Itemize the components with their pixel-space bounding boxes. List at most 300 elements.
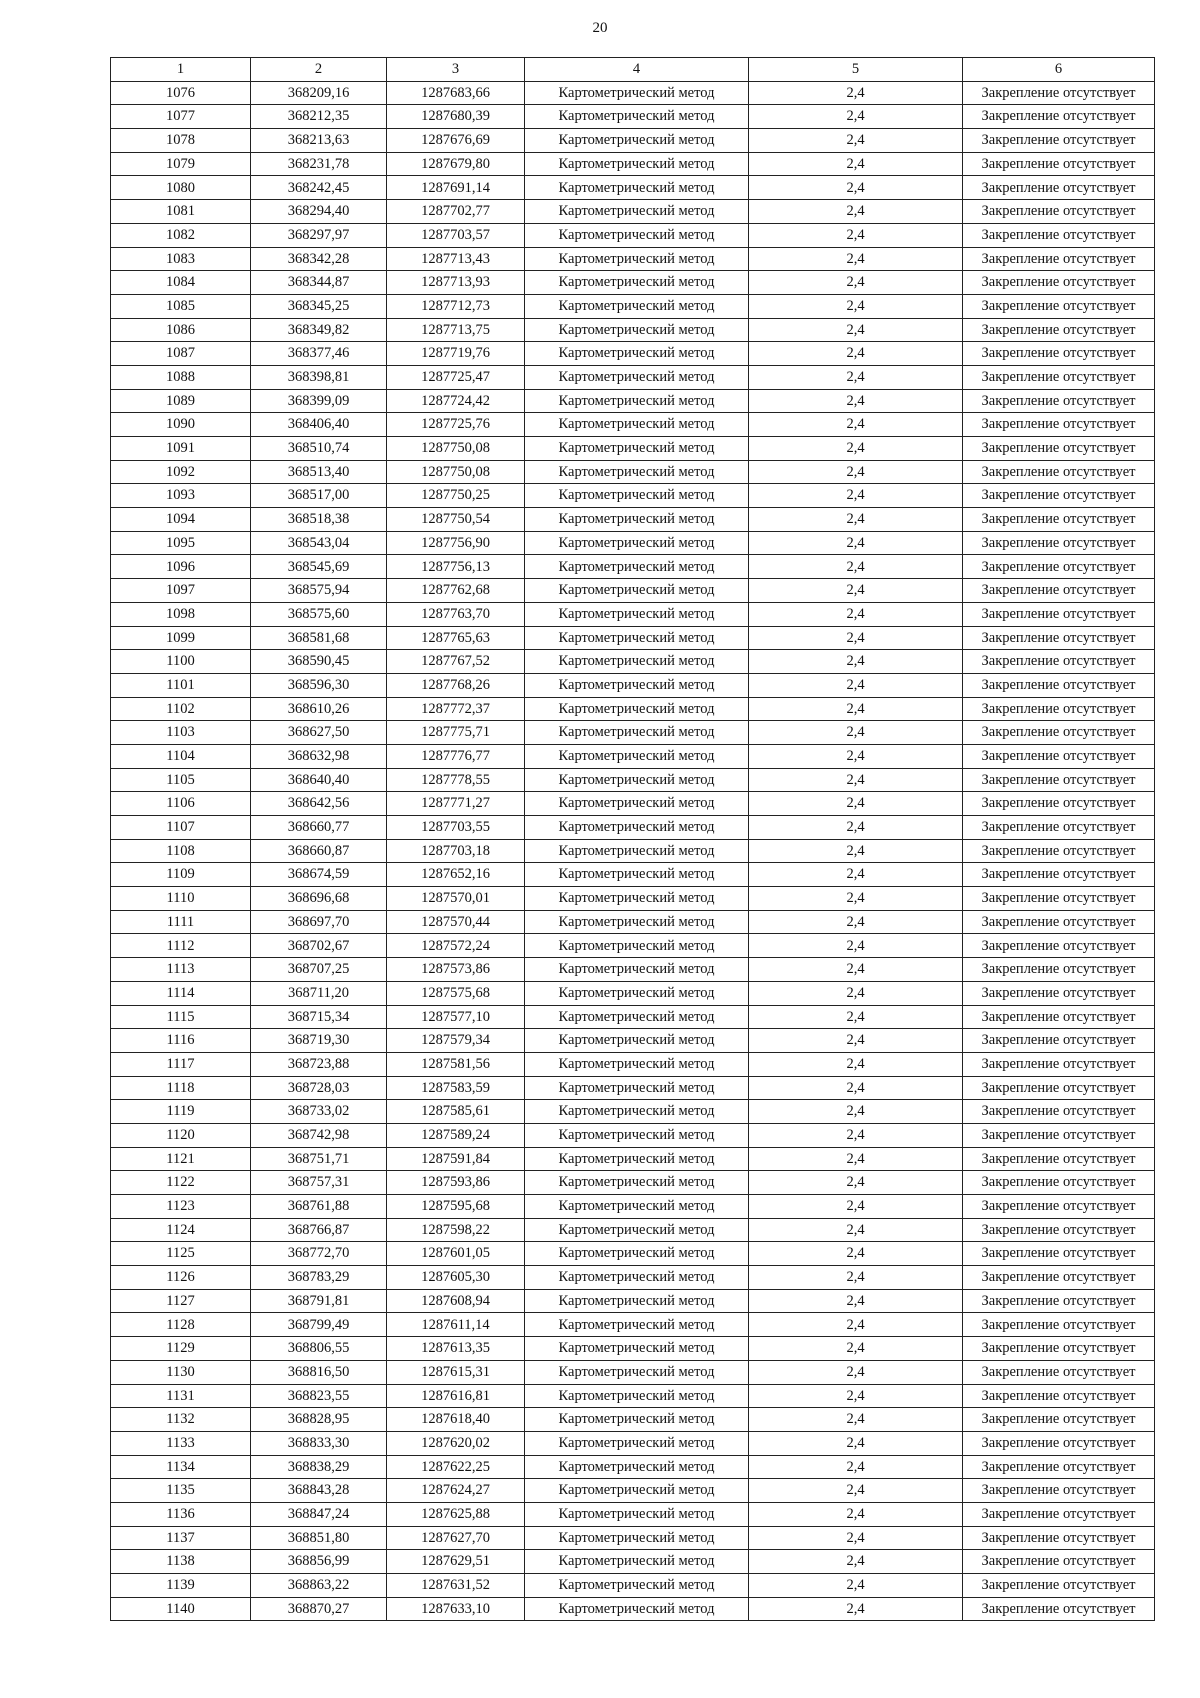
fixation-cell: Закрепление отсутствует	[963, 1431, 1155, 1455]
x-coordinate-cell: 368719,30	[251, 1029, 387, 1053]
point-number-cell: 1138	[111, 1550, 251, 1574]
method-cell: Картометрический метод	[525, 1029, 749, 1053]
method-cell: Картометрический метод	[525, 129, 749, 153]
table-body	[111, 81, 1155, 1621]
x-coordinate-cell: 368697,70	[251, 910, 387, 934]
y-coordinate-cell: 1287595,68	[387, 1195, 525, 1219]
y-coordinate-cell: 1287702,77	[387, 200, 525, 224]
y-coordinate-cell: 1287703,55	[387, 816, 525, 840]
accuracy-cell: 2,4	[749, 1289, 963, 1313]
x-coordinate-cell: 368856,99	[251, 1550, 387, 1574]
fixation-cell: Закрепление отсутствует	[963, 697, 1155, 721]
point-number-cell: 1087	[111, 342, 251, 366]
table-row	[111, 981, 1155, 1005]
fixation-cell: Закрепление отсутствует	[963, 1455, 1155, 1479]
point-number-cell: 1094	[111, 508, 251, 532]
method-cell: Картометрический метод	[525, 531, 749, 555]
table-row	[111, 1100, 1155, 1124]
point-number-cell: 1081	[111, 200, 251, 224]
accuracy-cell: 2,4	[749, 910, 963, 934]
accuracy-cell: 2,4	[749, 247, 963, 271]
y-coordinate-cell: 1287713,93	[387, 271, 525, 295]
accuracy-cell: 2,4	[749, 981, 963, 1005]
method-cell: Картометрический метод	[525, 437, 749, 461]
fixation-cell: Закрепление отсутствует	[963, 839, 1155, 863]
x-coordinate-cell: 368828,95	[251, 1408, 387, 1432]
x-coordinate-cell: 368297,97	[251, 223, 387, 247]
method-cell: Картометрический метод	[525, 721, 749, 745]
accuracy-cell: 2,4	[749, 1266, 963, 1290]
fixation-cell: Закрепление отсутствует	[963, 1502, 1155, 1526]
method-cell: Картометрический метод	[525, 294, 749, 318]
accuracy-cell: 2,4	[749, 413, 963, 437]
point-number-cell: 1137	[111, 1526, 251, 1550]
table-row	[111, 1502, 1155, 1526]
x-coordinate-cell: 368863,22	[251, 1574, 387, 1598]
fixation-cell: Закрепление отсутствует	[963, 1597, 1155, 1621]
table-row	[111, 673, 1155, 697]
x-coordinate-cell: 368742,98	[251, 1123, 387, 1147]
x-coordinate-cell: 368660,77	[251, 816, 387, 840]
point-number-cell: 1079	[111, 152, 251, 176]
y-coordinate-cell: 1287613,35	[387, 1337, 525, 1361]
method-cell: Картометрический метод	[525, 650, 749, 674]
table-row	[111, 1242, 1155, 1266]
y-coordinate-cell: 1287765,63	[387, 626, 525, 650]
point-number-cell: 1133	[111, 1431, 251, 1455]
method-cell: Картометрический метод	[525, 247, 749, 271]
table-row	[111, 1171, 1155, 1195]
table-row	[111, 1526, 1155, 1550]
point-number-cell: 1127	[111, 1289, 251, 1313]
accuracy-cell: 2,4	[749, 1076, 963, 1100]
table-row	[111, 1431, 1155, 1455]
table-row	[111, 342, 1155, 366]
table-row	[111, 247, 1155, 271]
table-row	[111, 484, 1155, 508]
x-coordinate-cell: 368209,16	[251, 81, 387, 105]
table-row	[111, 863, 1155, 887]
y-coordinate-cell: 1287589,24	[387, 1123, 525, 1147]
table-row	[111, 1408, 1155, 1432]
table-row	[111, 721, 1155, 745]
x-coordinate-cell: 368596,30	[251, 673, 387, 697]
x-coordinate-cell: 368728,03	[251, 1076, 387, 1100]
x-coordinate-cell: 368823,55	[251, 1384, 387, 1408]
method-cell: Картометрический метод	[525, 1455, 749, 1479]
method-cell: Картометрический метод	[525, 1100, 749, 1124]
method-cell: Картометрический метод	[525, 318, 749, 342]
accuracy-cell: 2,4	[749, 342, 963, 366]
table-row	[111, 200, 1155, 224]
x-coordinate-cell: 368772,70	[251, 1242, 387, 1266]
accuracy-cell: 2,4	[749, 531, 963, 555]
method-cell: Картометрический метод	[525, 1526, 749, 1550]
method-cell: Картометрический метод	[525, 365, 749, 389]
fixation-cell: Закрепление отсутствует	[963, 1384, 1155, 1408]
fixation-cell: Закрепление отсутствует	[963, 934, 1155, 958]
fixation-cell: Закрепление отсутствует	[963, 271, 1155, 295]
point-number-cell: 1080	[111, 176, 251, 200]
x-coordinate-cell: 368674,59	[251, 863, 387, 887]
x-coordinate-cell: 368518,38	[251, 508, 387, 532]
method-cell: Картометрический метод	[525, 105, 749, 129]
x-coordinate-cell: 368627,50	[251, 721, 387, 745]
method-cell: Картометрический метод	[525, 1218, 749, 1242]
accuracy-cell: 2,4	[749, 1574, 963, 1598]
accuracy-cell: 2,4	[749, 508, 963, 532]
fixation-cell: Закрепление отсутствует	[963, 200, 1155, 224]
fixation-cell: Закрепление отсутствует	[963, 1479, 1155, 1503]
fixation-cell: Закрепление отсутствует	[963, 958, 1155, 982]
x-coordinate-cell: 368761,88	[251, 1195, 387, 1219]
accuracy-cell: 2,4	[749, 1455, 963, 1479]
accuracy-cell: 2,4	[749, 1550, 963, 1574]
point-number-cell: 1114	[111, 981, 251, 1005]
point-number-cell: 1102	[111, 697, 251, 721]
y-coordinate-cell: 1287713,75	[387, 318, 525, 342]
table-row	[111, 768, 1155, 792]
table-row	[111, 792, 1155, 816]
fixation-cell: Закрепление отсутствует	[963, 579, 1155, 603]
accuracy-cell: 2,4	[749, 673, 963, 697]
y-coordinate-cell: 1287633,10	[387, 1597, 525, 1621]
y-coordinate-cell: 1287631,52	[387, 1574, 525, 1598]
method-cell: Картометрический метод	[525, 839, 749, 863]
fixation-cell: Закрепление отсутствует	[963, 176, 1155, 200]
table-row	[111, 1147, 1155, 1171]
table-row	[111, 839, 1155, 863]
fixation-cell: Закрепление отсутствует	[963, 413, 1155, 437]
point-number-cell: 1126	[111, 1266, 251, 1290]
accuracy-cell: 2,4	[749, 697, 963, 721]
point-number-cell: 1095	[111, 531, 251, 555]
point-number-cell: 1116	[111, 1029, 251, 1053]
point-number-cell: 1105	[111, 768, 251, 792]
point-number-cell: 1085	[111, 294, 251, 318]
page-number: 20	[592, 20, 608, 36]
accuracy-cell: 2,4	[749, 887, 963, 911]
y-coordinate-cell: 1287593,86	[387, 1171, 525, 1195]
y-coordinate-cell: 1287570,01	[387, 887, 525, 911]
fixation-cell: Закрепление отсутствует	[963, 1313, 1155, 1337]
point-number-cell: 1088	[111, 365, 251, 389]
accuracy-cell: 2,4	[749, 365, 963, 389]
table-row	[111, 1384, 1155, 1408]
table-row	[111, 555, 1155, 579]
method-cell: Картометрический метод	[525, 176, 749, 200]
method-cell: Картометрический метод	[525, 413, 749, 437]
method-cell: Картометрический метод	[525, 981, 749, 1005]
table-row	[111, 1052, 1155, 1076]
x-coordinate-cell: 368349,82	[251, 318, 387, 342]
fixation-cell: Закрепление отсутствует	[963, 1171, 1155, 1195]
fixation-cell: Закрепление отсутствует	[963, 1147, 1155, 1171]
point-number-cell: 1107	[111, 816, 251, 840]
method-cell: Картометрический метод	[525, 744, 749, 768]
accuracy-cell: 2,4	[749, 176, 963, 200]
x-coordinate-cell: 368513,40	[251, 460, 387, 484]
x-coordinate-cell: 368642,56	[251, 792, 387, 816]
y-coordinate-cell: 1287756,90	[387, 531, 525, 555]
y-coordinate-cell: 1287618,40	[387, 1408, 525, 1432]
accuracy-cell: 2,4	[749, 223, 963, 247]
x-coordinate-cell: 368766,87	[251, 1218, 387, 1242]
y-coordinate-cell: 1287703,18	[387, 839, 525, 863]
fixation-cell: Закрепление отсутствует	[963, 81, 1155, 105]
table-row	[111, 816, 1155, 840]
x-coordinate-cell: 368715,34	[251, 1005, 387, 1029]
method-cell: Картометрический метод	[525, 1360, 749, 1384]
accuracy-cell: 2,4	[749, 1005, 963, 1029]
fixation-cell: Закрепление отсутствует	[963, 508, 1155, 532]
fixation-cell: Закрепление отсутствует	[963, 294, 1155, 318]
point-number-cell: 1139	[111, 1574, 251, 1598]
x-coordinate-cell: 368702,67	[251, 934, 387, 958]
y-coordinate-cell: 1287629,51	[387, 1550, 525, 1574]
x-coordinate-cell: 368398,81	[251, 365, 387, 389]
table-row	[111, 389, 1155, 413]
accuracy-cell: 2,4	[749, 1384, 963, 1408]
accuracy-cell: 2,4	[749, 1526, 963, 1550]
x-coordinate-cell: 368696,68	[251, 887, 387, 911]
accuracy-cell: 2,4	[749, 1597, 963, 1621]
accuracy-cell: 2,4	[749, 1360, 963, 1384]
point-number-cell: 1123	[111, 1195, 251, 1219]
fixation-cell: Закрепление отсутствует	[963, 1100, 1155, 1124]
method-cell: Картометрический метод	[525, 1502, 749, 1526]
y-coordinate-cell: 1287625,88	[387, 1502, 525, 1526]
y-coordinate-cell: 1287719,76	[387, 342, 525, 366]
point-number-cell: 1083	[111, 247, 251, 271]
accuracy-cell: 2,4	[749, 744, 963, 768]
table-row	[111, 1195, 1155, 1219]
table-row	[111, 105, 1155, 129]
column-header-1: 1	[111, 58, 251, 82]
accuracy-cell: 2,4	[749, 1242, 963, 1266]
fixation-cell: Закрепление отсутствует	[963, 365, 1155, 389]
accuracy-cell: 2,4	[749, 792, 963, 816]
accuracy-cell: 2,4	[749, 839, 963, 863]
method-cell: Картометрический метод	[525, 626, 749, 650]
table-row	[111, 531, 1155, 555]
method-cell: Картометрический метод	[525, 1147, 749, 1171]
column-header-4: 4	[525, 58, 749, 82]
accuracy-cell: 2,4	[749, 1147, 963, 1171]
method-cell: Картометрический метод	[525, 1479, 749, 1503]
table-row	[111, 1455, 1155, 1479]
table-row	[111, 508, 1155, 532]
y-coordinate-cell: 1287778,55	[387, 768, 525, 792]
accuracy-cell: 2,4	[749, 271, 963, 295]
y-coordinate-cell: 1287585,61	[387, 1100, 525, 1124]
table-row	[111, 650, 1155, 674]
accuracy-cell: 2,4	[749, 129, 963, 153]
accuracy-cell: 2,4	[749, 602, 963, 626]
method-cell: Картометрический метод	[525, 1266, 749, 1290]
accuracy-cell: 2,4	[749, 1195, 963, 1219]
table-row	[111, 318, 1155, 342]
x-coordinate-cell: 368543,04	[251, 531, 387, 555]
point-number-cell: 1082	[111, 223, 251, 247]
y-coordinate-cell: 1287768,26	[387, 673, 525, 697]
table-row	[111, 271, 1155, 295]
x-coordinate-cell: 368806,55	[251, 1337, 387, 1361]
accuracy-cell: 2,4	[749, 816, 963, 840]
table-row	[111, 602, 1155, 626]
y-coordinate-cell: 1287611,14	[387, 1313, 525, 1337]
accuracy-cell: 2,4	[749, 460, 963, 484]
point-number-cell: 1122	[111, 1171, 251, 1195]
y-coordinate-cell: 1287756,13	[387, 555, 525, 579]
fixation-cell: Закрепление отсутствует	[963, 650, 1155, 674]
fixation-cell: Закрепление отсутствует	[963, 673, 1155, 697]
accuracy-cell: 2,4	[749, 105, 963, 129]
point-number-cell: 1136	[111, 1502, 251, 1526]
method-cell: Картометрический метод	[525, 1123, 749, 1147]
x-coordinate-cell: 368816,50	[251, 1360, 387, 1384]
x-coordinate-cell: 368707,25	[251, 958, 387, 982]
fixation-cell: Закрепление отсутствует	[963, 1029, 1155, 1053]
fixation-cell: Закрепление отсутствует	[963, 1005, 1155, 1029]
table-row	[111, 910, 1155, 934]
fixation-cell: Закрепление отсутствует	[963, 887, 1155, 911]
method-cell: Картометрический метод	[525, 910, 749, 934]
method-cell: Картометрический метод	[525, 1408, 749, 1432]
fixation-cell: Закрепление отсутствует	[963, 626, 1155, 650]
method-cell: Картометрический метод	[525, 460, 749, 484]
x-coordinate-cell: 368344,87	[251, 271, 387, 295]
method-cell: Картометрический метод	[525, 1242, 749, 1266]
method-cell: Картометрический метод	[525, 555, 749, 579]
table-row	[111, 1574, 1155, 1598]
table-row	[111, 1123, 1155, 1147]
table-row	[111, 413, 1155, 437]
point-number-cell: 1129	[111, 1337, 251, 1361]
accuracy-cell: 2,4	[749, 1052, 963, 1076]
point-number-cell: 1124	[111, 1218, 251, 1242]
table-row	[111, 697, 1155, 721]
y-coordinate-cell: 1287598,22	[387, 1218, 525, 1242]
point-number-cell: 1090	[111, 413, 251, 437]
method-cell: Картометрический метод	[525, 389, 749, 413]
y-coordinate-cell: 1287676,69	[387, 129, 525, 153]
fixation-cell: Закрепление отсутствует	[963, 247, 1155, 271]
table-row	[111, 626, 1155, 650]
table-row	[111, 152, 1155, 176]
method-cell: Картометрический метод	[525, 1550, 749, 1574]
accuracy-cell: 2,4	[749, 1431, 963, 1455]
point-number-cell: 1098	[111, 602, 251, 626]
x-coordinate-cell: 368517,00	[251, 484, 387, 508]
point-number-cell: 1110	[111, 887, 251, 911]
point-number-cell: 1111	[111, 910, 251, 934]
table-row	[111, 1550, 1155, 1574]
x-coordinate-cell: 368231,78	[251, 152, 387, 176]
method-cell: Картометрический метод	[525, 484, 749, 508]
point-number-cell: 1101	[111, 673, 251, 697]
fixation-cell: Закрепление отсутствует	[963, 105, 1155, 129]
y-coordinate-cell: 1287591,84	[387, 1147, 525, 1171]
y-coordinate-cell: 1287725,76	[387, 413, 525, 437]
point-number-cell: 1130	[111, 1360, 251, 1384]
method-cell: Картометрический метод	[525, 1384, 749, 1408]
table-row	[111, 1289, 1155, 1313]
accuracy-cell: 2,4	[749, 1100, 963, 1124]
point-number-cell: 1086	[111, 318, 251, 342]
y-coordinate-cell: 1287620,02	[387, 1431, 525, 1455]
table-row	[111, 1360, 1155, 1384]
point-number-cell: 1115	[111, 1005, 251, 1029]
y-coordinate-cell: 1287750,54	[387, 508, 525, 532]
fixation-cell: Закрепление отсутствует	[963, 1266, 1155, 1290]
point-number-cell: 1135	[111, 1479, 251, 1503]
accuracy-cell: 2,4	[749, 152, 963, 176]
method-cell: Картометрический метод	[525, 934, 749, 958]
accuracy-cell: 2,4	[749, 389, 963, 413]
accuracy-cell: 2,4	[749, 1502, 963, 1526]
point-number-cell: 1109	[111, 863, 251, 887]
table-row	[111, 579, 1155, 603]
table-row	[111, 1479, 1155, 1503]
y-coordinate-cell: 1287579,34	[387, 1029, 525, 1053]
x-coordinate-cell: 368610,26	[251, 697, 387, 721]
method-cell: Картометрический метод	[525, 1431, 749, 1455]
x-coordinate-cell: 368799,49	[251, 1313, 387, 1337]
accuracy-cell: 2,4	[749, 768, 963, 792]
method-cell: Картометрический метод	[525, 223, 749, 247]
point-number-cell: 1084	[111, 271, 251, 295]
x-coordinate-cell: 368294,40	[251, 200, 387, 224]
method-cell: Картометрический метод	[525, 768, 749, 792]
table-row	[111, 176, 1155, 200]
method-cell: Картометрический метод	[525, 1076, 749, 1100]
point-number-cell: 1093	[111, 484, 251, 508]
table-row	[111, 1266, 1155, 1290]
fixation-cell: Закрепление отсутствует	[963, 1526, 1155, 1550]
x-coordinate-cell: 368406,40	[251, 413, 387, 437]
y-coordinate-cell: 1287771,27	[387, 792, 525, 816]
x-coordinate-cell: 368242,45	[251, 176, 387, 200]
x-coordinate-cell: 368711,20	[251, 981, 387, 1005]
y-coordinate-cell: 1287570,44	[387, 910, 525, 934]
fixation-cell: Закрепление отсутствует	[963, 318, 1155, 342]
fixation-cell: Закрепление отсутствует	[963, 1289, 1155, 1313]
y-coordinate-cell: 1287624,27	[387, 1479, 525, 1503]
y-coordinate-cell: 1287767,52	[387, 650, 525, 674]
y-coordinate-cell: 1287725,47	[387, 365, 525, 389]
point-number-cell: 1118	[111, 1076, 251, 1100]
point-number-cell: 1113	[111, 958, 251, 982]
fixation-cell: Закрепление отсутствует	[963, 744, 1155, 768]
method-cell: Картометрический метод	[525, 958, 749, 982]
method-cell: Картометрический метод	[525, 1195, 749, 1219]
y-coordinate-cell: 1287581,56	[387, 1052, 525, 1076]
point-number-cell: 1121	[111, 1147, 251, 1171]
method-cell: Картометрический метод	[525, 152, 749, 176]
point-number-cell: 1134	[111, 1455, 251, 1479]
accuracy-cell: 2,4	[749, 579, 963, 603]
x-coordinate-cell: 368660,87	[251, 839, 387, 863]
y-coordinate-cell: 1287724,42	[387, 389, 525, 413]
x-coordinate-cell: 368399,09	[251, 389, 387, 413]
accuracy-cell: 2,4	[749, 1337, 963, 1361]
point-number-cell: 1077	[111, 105, 251, 129]
y-coordinate-cell: 1287750,25	[387, 484, 525, 508]
y-coordinate-cell: 1287703,57	[387, 223, 525, 247]
point-number-cell: 1132	[111, 1408, 251, 1432]
x-coordinate-cell: 368632,98	[251, 744, 387, 768]
